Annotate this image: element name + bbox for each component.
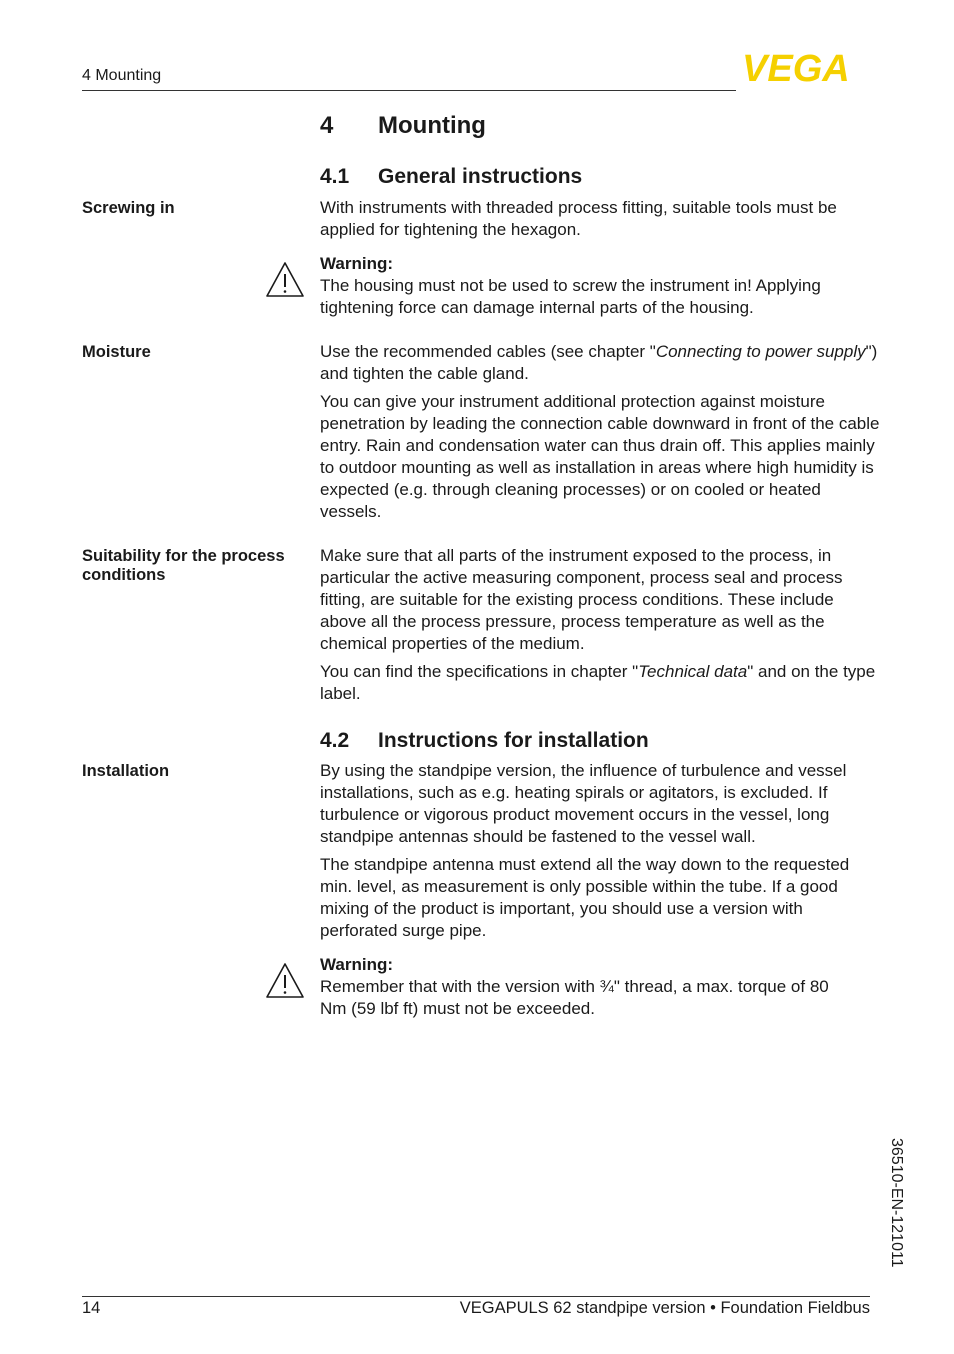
screwing-paragraph: With instruments with threaded process fitting, suitable tools must be applied for tightening the hexagon. <box>320 198 837 239</box>
side-label-screwing: Screwing in <box>82 199 175 217</box>
section-number: 4.1 <box>320 165 350 188</box>
warning-title: Warning: <box>320 955 394 974</box>
vega-logo <box>740 50 872 84</box>
chapter-number: 4 <box>320 112 334 139</box>
section-4-1-heading <box>320 165 582 189</box>
page-number: 14 <box>82 1299 101 1317</box>
section-4-2-heading <box>320 729 649 753</box>
moisture-paragraph-1 <box>320 341 880 385</box>
warning-text: The housing must not be used to screw the instrument in! Applying tightening force can damage internal parts of the housing. <box>320 276 821 317</box>
installation-paragraph-1: By using the standpipe version, the influence of turbulence and vessel installations, such as e.g. heating spirals or agitators, is excluded. If turbulence or vigorous product movement occurs in the vessel, long standpipe antennas should be fastened to the vessel wall. <box>320 761 847 846</box>
installation-warning <box>320 954 840 1020</box>
document-number <box>883 1138 907 1288</box>
side-label-suitability: Suitability for the process conditions <box>82 547 285 584</box>
screwing-warning <box>320 253 880 319</box>
side-label-installation: Installation <box>82 762 170 780</box>
footer-title: VEGAPULS 62 standpipe version • Foundation Fieldbus <box>459 1299 870 1317</box>
moisture-text <box>320 341 880 529</box>
header-section-label: 4 Mounting <box>82 67 162 84</box>
moisture-p1-b: ") and tighten the cable gland. <box>320 342 878 383</box>
warning-icon <box>265 962 305 1000</box>
suitability-paragraph-2 <box>320 661 880 705</box>
warning-icon <box>265 261 305 299</box>
suitability-p2-a: You can find the specifications in chapter " <box>320 662 639 681</box>
installation-text <box>320 760 880 948</box>
moisture-p1-link: Connecting to power supply <box>655 342 866 361</box>
section-number: 4.2 <box>320 729 350 752</box>
header-rule <box>82 90 736 91</box>
moisture-paragraph-2: You can give your instrument additional protection against moisture penetration by leading the connection cable downward in front of the cable entry. Rain and condensation water can thus drain off. This applies mainly to outdoor mounting as well as installation in areas where high humidity is expected (e.g. through cleaning processes) or on cooled or heated vessels. <box>320 392 880 521</box>
warning-text: Remember that with the version with ¾" thread, a max. torque of 80 Nm (59 lbf ft) must not be exceeded. <box>320 977 829 1018</box>
installation-paragraph-2: The standpipe antenna must extend all the way down to the requested min. level, as measurement is only possible within the tube. If a good mixing of the product is important, you should use a version with perforated surge pipe. <box>320 855 850 940</box>
moisture-p1-a: Use the recommended cables (see chapter " <box>320 342 656 361</box>
side-label-moisture: Moisture <box>82 343 151 361</box>
suitability-paragraph-1: Make sure that all parts of the instrument exposed to the process, in particular the active measuring component, process seal and process fitting, are suitable for the existing process conditions. These include above all the process pressure, process temperature as well as the chemical properties of the medium. <box>320 546 843 653</box>
screwing-text <box>320 197 880 247</box>
footer-rule <box>82 1296 870 1297</box>
chapter-title: Mounting <box>378 112 486 139</box>
section-title: Instructions for installation <box>378 729 649 752</box>
suitability-p2-link: Technical data <box>638 662 748 681</box>
logo-text: VEGA <box>742 50 850 84</box>
document-number-text: 36510-EN-121011 <box>888 1138 905 1268</box>
suitability-text <box>320 545 880 711</box>
warning-title: Warning: <box>320 254 394 273</box>
section-title: General instructions <box>378 165 583 188</box>
chapter-heading <box>320 112 486 140</box>
suitability-p2-b: " and on the type label. <box>320 662 876 703</box>
